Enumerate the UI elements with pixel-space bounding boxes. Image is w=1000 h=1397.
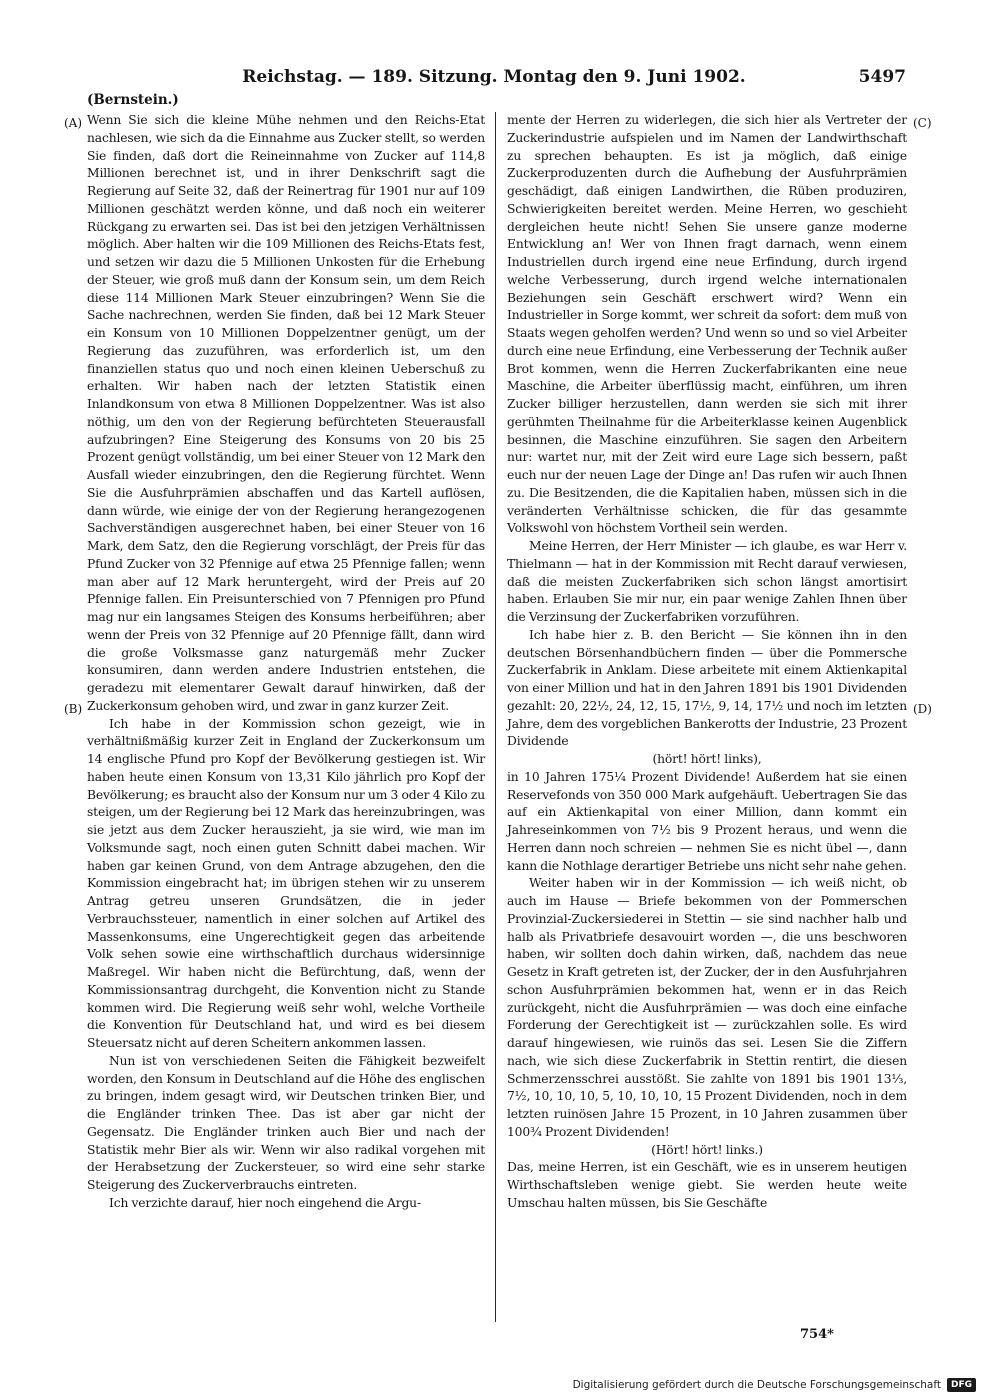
running-title: Reichstag. — 189. Sitzung. Montag den 9. Juni 1902. (242, 67, 746, 87)
margin-marker-d: (D) (913, 702, 932, 716)
dfg-logo: DFG (947, 1378, 976, 1392)
page-header (82, 66, 906, 92)
paragraph: Weiter haben wir in der Kommission — ich weiß nicht, ob auch im Hause — Briefe bekommen von der Pommerschen Provinzial-Zuckersiederei in Stettin — sie sind nachher halb und halb als Privatbriefe desavouirt worden —, die uns beschworen haben, wir sollten doch dahin wirken, daß, nachdem das neue Gesetz in Kraft getreten ist, der Zucker, der in den Ausfuhrjahren schon Ausfuhrprämien bekommen hat, wenn er in das Reich zurückgeht, nicht die Ausfuhrprämien — was doch eine einfache Forderung der Gerechtigkeit ist — zurückzahlen solle. Es wird darauf hingewiesen, wie ruinös das sei. Lesen Sie die Ziffern nach, wie sich diese Zuckerfabrik in Stettin rentirt, die diesen Schmerzensschrei ausstößt. Sie zahlte von 1891 bis 1901 13⅓, 7½, 10, 10, 10, 5, 10, 10, 10, 15 Prozent Dividenden, noch in dem letzten ruinösen Jahre 15 Prozent, in 10 Jahren zusammen über 100¾ Prozent Dividenden! (507, 876, 907, 1139)
page-number: 5497 (858, 67, 906, 87)
interjection: (Hört! hört! links.) (651, 1142, 763, 1157)
paragraph: in 10 Jahren 175¼ Prozent Dividende! Außerdem hat sie einen Reservefonds von 350 000 Mark aufgehäuft. Uebertragen Sie das auf ein Aktienkapital von einer Million, dann kommt ein Jahreseinkommen von 7½ bis 9 Prozent heraus, und wenn die Herren dann noch schreien — nehmen Sie es nicht übel —, dann kann die Nothlage derartiger Betriebe uns nicht sehr nahe gehen. (507, 769, 907, 873)
paragraph: Ich habe in der Kommission schon gezeigt, wie in verhältnißmäßig kurzer Zeit in England der Zuckerkonsum um 14 englische Pfund pro Kopf der Bevölkerung gestiegen ist. Wir haben heute einen Konsum von 13,31 Kilo jährlich pro Kopf der Bevölkerung; es braucht also der Konsum nur um 3 oder 4 Kilo zu steigen, um der Regierung bei 12 Mark das hereinzubringen, was sie jetzt aus dem Zucker herauszieht, ja sie wird, wie man im Volksmunde sagt, noch einen guten Schnitt dabei machen. Wir haben gar keinen Grund, von dem Antrage abzugehen, den die Kommission eingebracht hat; im übrigen stehen wir zu unserem Antrag getreu unseren Grundsätzen, die in jeder Verbrauchssteuer, namentlich in einer solchen auf Artikel des Massenkonsums, eine Ungerechtigkeit gegen das arbeitende Volk sehen sowie eine wirthschaftlich durchaus widersinnige Maßregel. Wir haben nicht die Befürchtung, daß, wenn der Kommissionsantrag durchgeht, die Konvention nicht zu Stande kommen wird. Die Regierung weiß sehr wohl, welche Vortheile die Konvention für Deutschland hat, und wird es bei diesem Steuersatz nicht auf deren Scheitern ankommen lassen. (87, 716, 485, 1050)
paragraph: mente der Herren zu widerlegen, die sich hier als Vertreter der Zuckerindustrie aufspielen und im Namen der Landwirthschaft zu sprechen behaupten. Es ist ja möglich, daß einige Zuckerproduzenten durch die Aufhebung der Ausfuhrprämien geschädigt, daß einigen Landwirthen, die Rüben produziren, Schwierigkeiten bereitet werden. Meine Herren, wo geschieht dergleichen heute nicht! Sehen Sie unsere ganze moderne Entwicklung an! Wer von Ihnen fragt darnach, wenn einem Industriellen durch irgend eine neue Erfindung, durch irgend welche Verbesserung, durch irgend welche internationalen Beziehungen sein Geschäft erschwert wird? Wenn ein Industrieller in Sorge kommt, wer schreit da sofort: dem muß von Staats wegen geholfen werden? Und wenn so und so viel Arbeiter durch eine neue Erfindung, eine Verbesserung der Technik außer Brot kommen, wenn die Herren Zuckerfabrikanten eine neue Maschine, die Arbeiter überflüssig macht, einführen, um ihren Zucker billiger herzustellen, dann werden sie sich mit ihrer gerühmten Theilnahme für die Arbeiterklasse keinen Augenblick besinnen, die Maschine einzuführen. Sie sagen den Arbeitern nur: wartet nur, mit der Zeit wird eure Lage sich bessern, paßt euch nur der neuen Lage der Dinge an! Das rufen wir auch Ihnen zu. Die Besitzenden, die die Kapitalien haben, müssen sich in die veränderten Verhältnisse schicken, die für das gesammte Volkswohl von höchstem Vortheil sein werden. (507, 113, 907, 536)
right-column (507, 112, 907, 1213)
margin-marker-c: (C) (913, 116, 932, 130)
paragraph: Das, meine Herren, ist ein Geschäft, wie es in unserem heutigen Wirthschaftsleben wenige giebt. Sie werden heute weite Umschau halten müssen, bis Sie Geschäfte (507, 1160, 907, 1210)
signature-mark: 754* (800, 1327, 834, 1342)
interjection: (hört! hört! links), (652, 752, 762, 766)
paragraph: Wenn Sie sich die kleine Mühe nehmen und den Reichs-Etat nachlesen, wie sich da die Einnahme aus Zucker stellt, so werden Sie finden, daß dort die Reineinnahme von Zucker auf 114,8 Millionen berechnet ist, und in ihrer Denkschrift sagt die Regierung auf Seite 32, daß der Reinertrag für 1901 nur auf 109 Millionen geschätzt werden könne, und daß noch ein weiterer Rückgang zu erwarten sei. Das ist bei den jetzigen Verhältnissen möglich. Aber halten wir die 109 Millionen des Reichs-Etats fest, und setzen wir dazu die 5 Millionen Unkosten für die Erhebung der Steuer, wie groß muß dann der Konsum sein, um dem Reich diese 114 Millionen Mark Steuer einzubringen? Wenn Sie die Sache nachrechnen, werden Sie finden, daß bei 12 Mark Steuer ein Konsum von 10 Millionen Doppelzentner genügt, um der Regierung das zuzuführen, was erforderlich ist, um den finanziellen status quo und noch einen kleinen Ueberschuß zu erhalten. Wir haben nach der letzten Statistik einen Inlandkonsum von etwa 8 Millionen Doppelzentner. Was ist also nöthig, um den von der Regierung befürchteten Steuerausfall aufzubringen? Eine Steigerung des Konsums von 20 bis 25 Prozent genügt vollständig, um bei einer Steuer von 12 Mark den Ausfall wieder einzubringen, den die Regierung fürchtet. Wenn Sie die Ausfuhrprämien abschaffen und das Kartell auflösen, dann würde, wie einige der von der Regierung herangezogenen Sachverständigen ausgerechnet haben, bei einer Steuer von 16 Mark, dem Satz, den die Regierung vorschlägt, der Preis für das Pfund Zucker von 32 Pfennige auf etwa 25 Pfennige fallen; wenn man aber auf 12 Mark heruntergeht, wird der Preis auf 20 Pfennige fallen. Ein Preisunterschied von 7 Pfennigen pro Pfund mag nur ein langsames Steigen des Konsums herbeiführen; aber wenn der Preis von 32 Pfennige auf 20 Pfennige fällt, dann wird die große Volksmasse ganz naturgemäß mehr Zucker konsumiren, dann werden andere Industrien entstehen, die geradezu mit elementarer Gewalt darauf hinwirken, daß der Zuckerkonsum gehoben wird, und zwar in ganz kurzer Zeit. (87, 113, 485, 713)
paragraph: Nun ist von verschiedenen Seiten die Fähigkeit bezweifelt worden, den Konsum in Deutschland auf die Höhe des englischen zu bringen, indem gesagt wird, wir Deutschen trinken Bier, und die Engländer trinken Thee. Das ist aber gar nicht der Gegensatz. Die Engländer trinken auch Bier und nach der Statistik mehr Bier als wir. Wenn wir also radikal vorgehen mit der Herabsetzung der Zuckersteuer, so wird eine sehr starke Steigerung des Zuckerverbrauchs eintreten. (87, 1053, 485, 1192)
speaker-name: (Bernstein.) (87, 92, 179, 108)
digitization-footer (573, 1377, 976, 1393)
paragraph: Ich habe hier z. B. den Bericht — Sie können ihn in den deutschen Börsenhandbüchern finden — über die Pommersche Zuckerfabrik in Anklam. Diese arbeitete mit einem Aktienkapital von einer Million und hat in den Jahren 1891 bis 1901 Dividenden gezahlt: 20, 22½, 24, 12, 15, 17½, 9, 14, 17½ und noch im letzten Jahre, dem des vorgeblichen Bankerotts der Industrie, 23 Prozent Dividende (507, 627, 907, 749)
paragraph: Meine Herren, der Herr Minister — ich glaube, es war Herr v. Thielmann — hat in der Kommission mit Recht darauf verwiesen, daß die meisten Zuckerfabriken sich schon längst amortisirt haben. Erlauben Sie mir nur, ein paar wenige Zahlen Ihnen über die Verzinsung der Zuckerfabriken vorzuführen. (507, 539, 907, 624)
column-divider (495, 112, 496, 1322)
footer-text: Digitalisierung gefördert durch die Deutsche Forschungsgemeinschaft (572, 1379, 941, 1391)
left-column (87, 112, 485, 1213)
margin-marker-b: (B) (64, 702, 83, 716)
paragraph: Ich verzichte darauf, hier noch eingehend die Argu- (109, 1195, 421, 1210)
margin-marker-a: (A) (64, 116, 83, 130)
